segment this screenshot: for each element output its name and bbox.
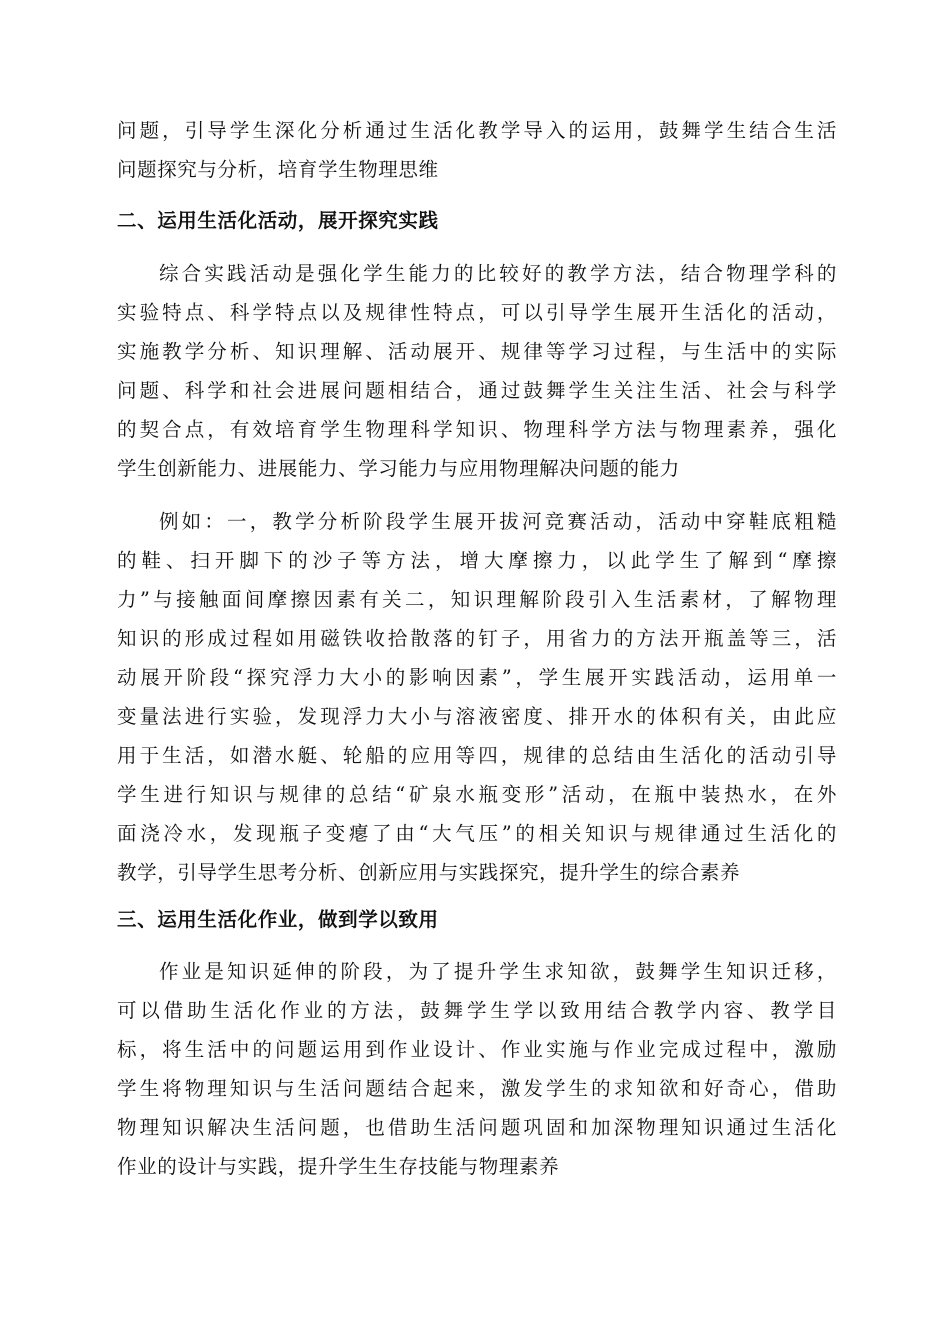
s2-p2-line-3: 力”与接触面间摩擦因素有关二，知识理解阶段引入生活素材，了解物理 — [117, 588, 837, 611]
s2-p1-line-4: 问题、科学和社会进展问题相结合，通过鼓舞学生关注生活、社会与科学 — [117, 379, 837, 402]
section-3-heading: 三、运用生活化作业，做到学以致用 — [117, 908, 439, 931]
s3-p1-line-5: 物理知识解决生活问题，也借助生活问题巩固和加深物理知识通过生活化 — [117, 1116, 837, 1139]
s2-p1-line-3: 实施教学分析、知识理解、活动展开、规律等学习过程，与生活中的实际 — [117, 340, 837, 363]
s2-p2-line-10: 教学，引导学生思考分析、创新应用与实践探究，提升学生的综合素养 — [117, 861, 741, 884]
s2-p1-line-2: 实验特点、科学特点以及规律性特点，可以引导学生展开生活化的活动， — [117, 301, 837, 324]
s3-p1-line-1: 作业是知识延伸的阶段，为了提升学生求知欲，鼓舞学生知识迁移， — [159, 960, 837, 983]
s2-p2-line-2: 的鞋、扫开脚下的沙子等方法，增大摩擦力，以此学生了解到“摩擦 — [117, 549, 837, 572]
s3-p1-line-2: 可以借助生活化作业的方法，鼓舞学生学以致用结合教学内容、教学目 — [117, 999, 837, 1022]
intro-line-1: 问题，引导学生深化分析通过生活化教学导入的运用，鼓舞学生结合生活 — [117, 119, 837, 142]
s2-p1-line-1: 综合实践活动是强化学生能力的比较好的教学方法，结合物理学科的 — [159, 262, 837, 285]
s2-p1-line-6: 学生创新能力、进展能力、学习能力与应用物理解决问题的能力 — [117, 457, 680, 480]
s2-p2-line-5: 动展开阶段“探究浮力大小的影响因素”，学生展开实践活动，运用单一 — [117, 666, 837, 689]
s3-p1-line-6: 作业的设计与实践，提升学生生存技能与物理素养 — [117, 1155, 560, 1178]
s2-p2-line-7: 用于生活，如潜水艇、轮船的应用等四，规律的总结由生活化的活动引导 — [117, 744, 837, 767]
s3-p1-line-3: 标，将生活中的问题运用到作业设计、作业实施与作业完成过程中，激励 — [117, 1038, 837, 1061]
intro-line-2: 问题探究与分析，培育学生物理思维 — [117, 158, 439, 181]
s2-p2-line-1: 例如：一，教学分析阶段学生展开拔河竞赛活动，活动中穿鞋底粗糙 — [159, 510, 837, 533]
s2-p2-line-6: 变量法进行实验，发现浮力大小与溶液密度、排开水的体积有关，由此应 — [117, 705, 837, 728]
section-2-heading: 二、运用生活化活动，展开探究实践 — [117, 209, 439, 232]
s2-p2-line-8: 学生进行知识与规律的总结“矿泉水瓶变形”活动，在瓶中装热水，在外 — [117, 783, 837, 806]
s2-p1-line-5: 的契合点，有效培育学生物理科学知识、物理科学方法与物理素养，强化 — [117, 418, 837, 441]
s2-p2-line-9: 面浇冷水，发现瓶子变瘪了由“大气压”的相关知识与规律通过生活化的 — [117, 822, 837, 845]
s2-p2-line-4: 知识的形成过程如用磁铁收拾散落的钉子，用省力的方法开瓶盖等三，活 — [117, 627, 837, 650]
s3-p1-line-4: 学生将物理知识与生活问题结合起来，激发学生的求知欲和好奇心，借助 — [117, 1077, 837, 1100]
